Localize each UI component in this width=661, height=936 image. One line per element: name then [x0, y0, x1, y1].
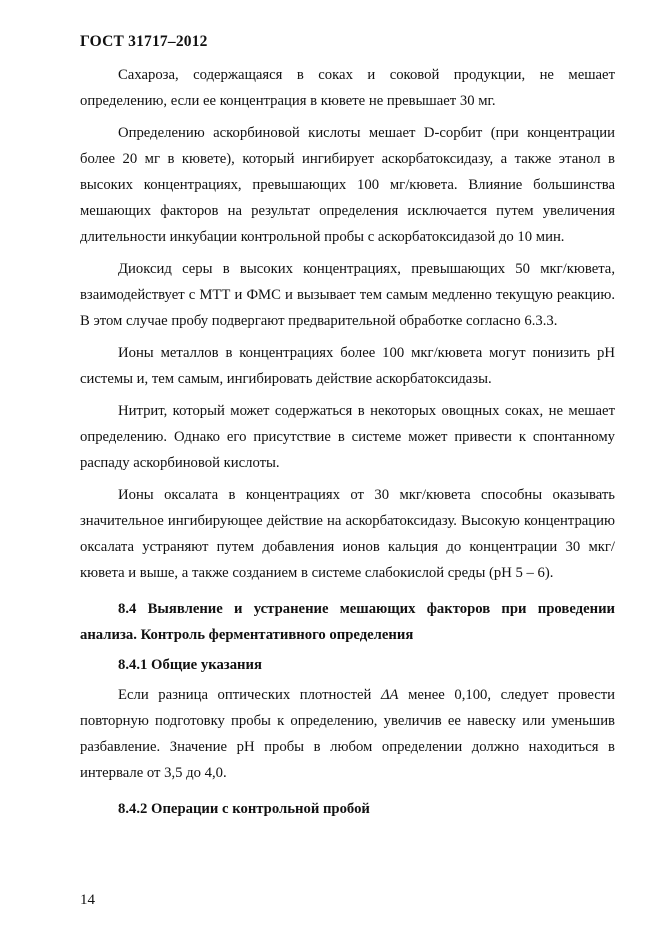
document-header: ГОСТ 31717–2012 — [80, 33, 208, 50]
subsection-heading-8-4-2: 8.4.2 Операции с контрольной пробой — [118, 801, 370, 817]
paragraph-metal-ions: Ионы металлов в концентрациях более 100 мкг/кювета могут понизить pH системы и, тем самым, ингибировать действие аскорбатоксидазы. — [80, 345, 615, 387]
delta-a-symbol: ΔA — [380, 687, 399, 703]
paragraph-oxalate: Ионы оксалата в концентрациях от 30 мкг/кювета способны оказывать значительное ингибирующее действие на аскорбатоксидазу. Высокую концентрацию оксалата устраняют путем добавления ионов кальция до концентрации 30 мкг/кювета и выше, а также созданием в системе слабокислой среды (pH 5 – 6). — [80, 487, 615, 581]
page-number: 14 — [80, 892, 95, 908]
general-instructions-text-end: менее 0,100, следует провести повторную подготовку пробы к определению, увеличив ее навеску или уменьшив разбавление. Значение pH пробы в любом определении должно находиться в интервале от 3,5 до 4,0. — [80, 687, 616, 781]
document-body — [80, 62, 615, 822]
section-heading-8-4: 8.4 Выявление и устранение мешающих факторов при проведении анализа. Контроль ферментативного определения — [80, 601, 615, 643]
subsection-heading-8-4-1: 8.4.1 Общие указания — [118, 657, 262, 673]
paragraph-sulfur-dioxide: Диоксид серы в высоких концентрациях, превышающих 50 мкг/кювета, взаимодействует с МТТ и ФМС и вызывает тем самым медленно текущую реакцию. В этом случае пробу подвергают предварительной обработке согласно 6.3.3. — [80, 261, 615, 329]
paragraph-nitrite: Нитрит, который может содержаться в некоторых овощных соках, не мешает определению. Однако его присутствие в системе может привести к спонтанному распаду аскорбиновой кислоты. — [80, 403, 615, 471]
paragraph-sorbitol: Определению аскорбиновой кислоты мешает D-сорбит (при концентрации более 20 мг в кювете), который ингибирует аскорбатоксидазу, а также этанол в высоких концентрациях, превышающих 100 мг/кювета. Влияние большинства мешающих факторов на результат определения исключается путем увеличения длительности инкубации контрольной пробы с аскорбатоксидазой до 10 мин. — [80, 125, 615, 245]
paragraph-general-instructions — [80, 682, 615, 786]
general-instructions-text-start: Если разница оптических плотностей — [118, 687, 381, 703]
paragraph-sucrose: Сахароза, содержащаяся в соках и соковой продукции, не мешает определению, если ее концентрация в кювете не превышает 30 мг. — [80, 67, 615, 109]
